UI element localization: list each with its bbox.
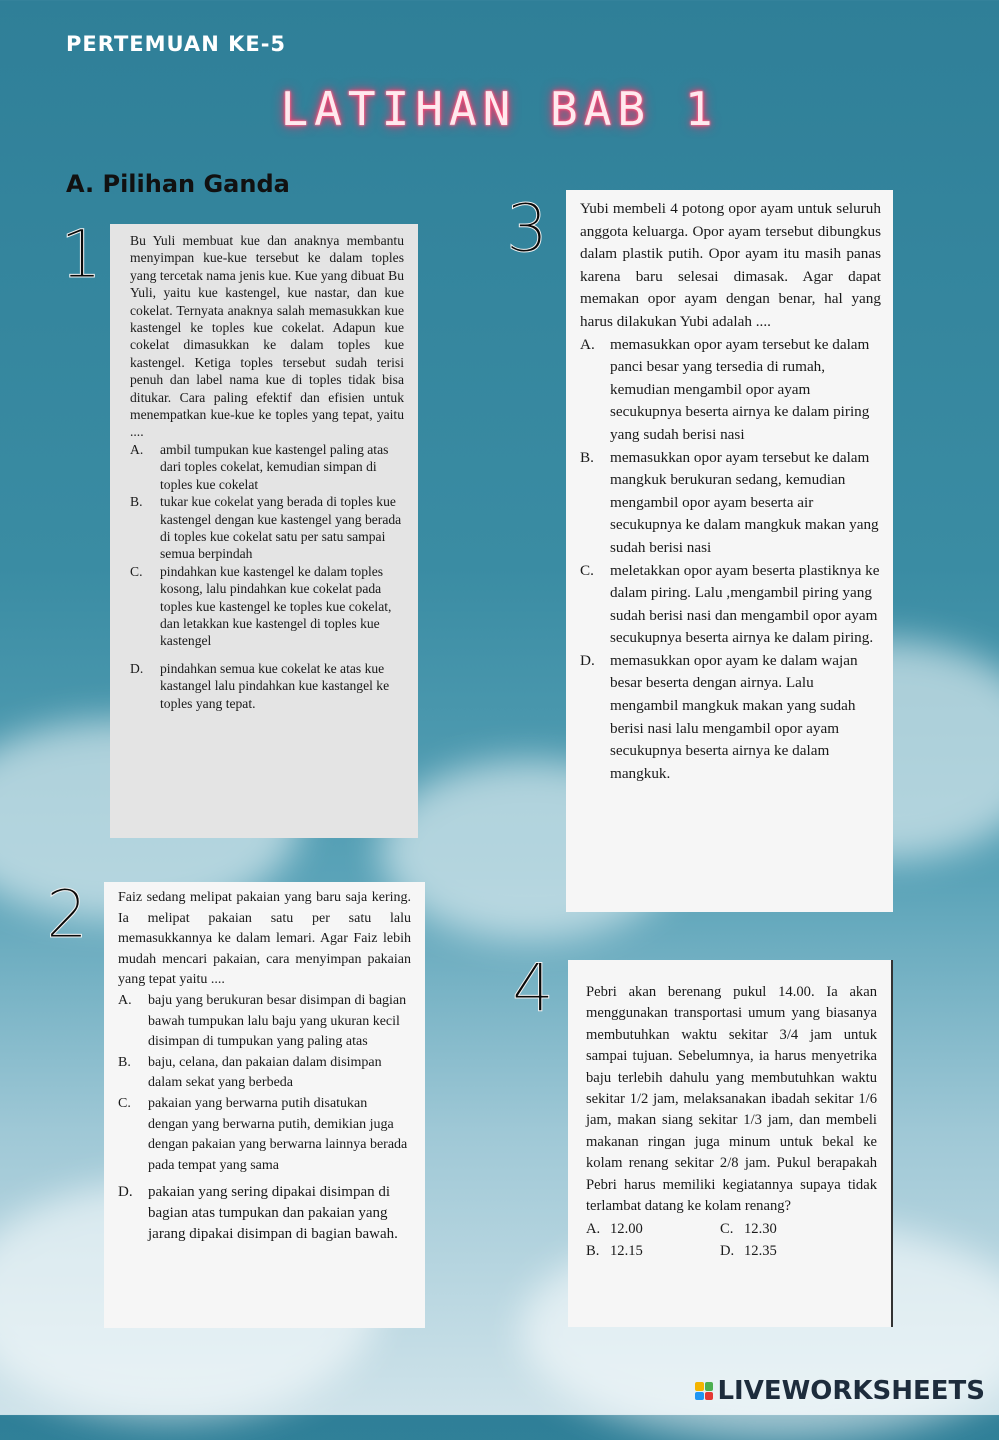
option-letter: D. [720, 1242, 735, 1259]
question-number: 2 [46, 876, 88, 953]
option-grid [586, 1219, 877, 1262]
option-text: pindahkan semua kue cokelat ke atas kue kastangel lalu pindahkan kue kastangel ke toples yang tepat. [160, 660, 390, 711]
question-stem: Faiz sedang melipat pakaian yang baru saja kering. Ia melipat pakaian satu per satu lalu memasukkannya ke dalam lemari. Agar Faiz lebih mudah mencari pakaian, cara menyimpan pakaian yang tepat yaitu .... [118, 890, 411, 988]
option-b [130, 493, 404, 563]
option-d [118, 1182, 411, 1244]
option-text: baju yang berukuran besar disimpan di bagian bawah tumpukan lalu baju yang ukuran kecil disimpan di tumpukan yang paling atas [148, 992, 407, 1050]
option-a [118, 991, 411, 1053]
question-card-1 [110, 224, 418, 838]
option-letter: A. [580, 335, 595, 353]
option-d [580, 650, 881, 786]
option-text: meletakkan opor ayam beserta plastiknya ke dalam piring. Lalu ,mengambil piring yang sudah berisi nasi dan mengambil opor ayam secukupnya beserta airnya ke dalam piring. [610, 561, 880, 647]
question-card-2 [104, 882, 425, 1328]
question-number: 1 [60, 216, 102, 293]
option-c [118, 1094, 411, 1176]
question-stem: Pebri akan berenang pukul 14.00. Ia akan menggunakan transportasi umum yang biasanya membutuhkan waktu sekitar 3/4 jam untuk sampai tujuan. Sebelumnya, ia harus menyetrika baju terlebih dahulu yang membutuhkan waktu sekitar 1/2 jam, melaksanakan ibadah sekitar 1/6 jam, makan siang sekitar 1/3 jam, dan membeli makanan ringan juga minum untuk bekal ke kolam renang sekitar 2/8 jam. Pukul berapakah Pebri harus memiliki kegiatannya supaya tidak terlambat datang ke kolam renang? [586, 984, 877, 1215]
question-stem: Yubi membeli 4 potong opor ayam untuk seluruh anggota keluarga. Opor ayam tersebut dibungkus dalam plastik putih. Opor ayam itu masih panas karena baru selesai dimasak. Agar dapat memakan opor ayam dengan benar, hal yang harus dilakukan Yubi adalah .... [580, 200, 881, 330]
option-letter: B. [130, 494, 143, 510]
option-letter: C. [130, 563, 143, 579]
liveworksheets-logo[interactable] [695, 1376, 985, 1406]
option-letter: B. [118, 1054, 131, 1070]
option-text: pindahkan kue kastengel ke dalam toples kosong, lalu pindahkan kue cokelat pada toples kue kastengel ke toples kue cokelat, dan letakkan kue kastengel di toples kue kastengel [160, 563, 392, 649]
option-b [118, 1053, 411, 1094]
option-letter: B. [586, 1242, 600, 1259]
section-title: A. Pilihan Ganda [66, 170, 290, 198]
page-title: LATIHAN BAB 1 [280, 82, 719, 136]
option-c [580, 560, 881, 650]
option-letter: A. [118, 992, 132, 1008]
option-text: memasukkan opor ayam ke dalam wajan besar beserta dengan airnya. Lalu mengambil mangkuk makan yang sudah berisi nasi lalu mengambil opor ayam secukupnya beserta airnya ke dalam mangkuk. [610, 651, 858, 782]
option-letter: C. [580, 561, 594, 579]
option-letter: C. [720, 1221, 734, 1238]
question-card-4 [568, 960, 893, 1327]
option-letter: A. [130, 441, 144, 457]
option-c [130, 563, 404, 650]
option-letter: C. [118, 1095, 131, 1111]
question-stem: Bu Yuli membuat kue dan anaknya membantu menyimpan kue-kue tersebut ke dalam toples yang tercetak nama jenis kue. Kue yang dibuat Bu Yuli, yaitu kue kastengel, kue nastar, dan kue cokelat. Ternyata anaknya salah memasukkan kue kastengel ke toples kue cokelat. Adapun kue cokelat dimasukkan ke dalam toples kue kastengel. Ketiga toples tersebut sudah terisi penuh dan label nama kue di toples tidak bisa ditukar. Cara paling efektif dan efisien untuk menempatkan kue-kue ke toples yang tepat, yaitu .... [130, 233, 404, 440]
option-letter: B. [580, 448, 594, 466]
question-number: 3 [506, 190, 548, 267]
option-text: 12.00 [610, 1221, 643, 1238]
option-letter: A. [586, 1221, 601, 1238]
meeting-label: PERTEMUAN KE-5 [66, 32, 287, 56]
option-text: ambil tumpukan kue kastengel paling atas dari toples cokelat, kemudian simpan di toples kue cokelat [160, 441, 389, 492]
brand-name: LIVEWORKSHEETS [717, 1376, 985, 1406]
option-d [130, 660, 404, 712]
option-letter: D. [130, 660, 144, 676]
option-a [130, 441, 404, 493]
option-text: pakaian yang berwarna putih disatukan dengan yang berwarna putih, demikian juga dengan pakaian yang berwarna lainnya berada pada tempat yang sama [148, 1095, 408, 1173]
question-card-3 [566, 190, 893, 912]
option-text: baju, celana, dan pakaian dalam disimpan dalam sekat yang berbeda [148, 1054, 382, 1091]
logo-icon [695, 1382, 713, 1400]
option-letter: D. [118, 1184, 133, 1201]
option-text: 12.35 [744, 1242, 777, 1259]
option-text: tukar kue cokelat yang berada di toples kue kastengel dengan kue kastengel yang berada di toples kue cokelat satu per satu sampai semua berpindah [160, 494, 402, 562]
option-text: 12.30 [744, 1221, 777, 1238]
option-text: memasukkan opor ayam tersebut ke dalam panci besar yang tersedia di rumah, kemudian mengambil opor ayam secukupnya beserta airnya ke dalam piring yang sudah berisi nasi [610, 335, 870, 443]
option-text: memasukkan opor ayam tersebut ke dalam mangkuk berukuran sedang, kemudian mengambil opor ayam beserta air secukupnya ke dalam mangkuk makan yang sudah berisi nasi [610, 448, 879, 556]
option-a [580, 334, 881, 447]
option-letter: D. [580, 651, 595, 669]
option-text: pakaian yang sering dipakai disimpan di bagian atas tumpukan dan pakaian yang jarang dipakai disimpan di bagian bawah. [148, 1184, 398, 1242]
option-text: 12.15 [610, 1242, 643, 1259]
option-b [580, 447, 881, 560]
question-number: 4 [512, 950, 554, 1027]
